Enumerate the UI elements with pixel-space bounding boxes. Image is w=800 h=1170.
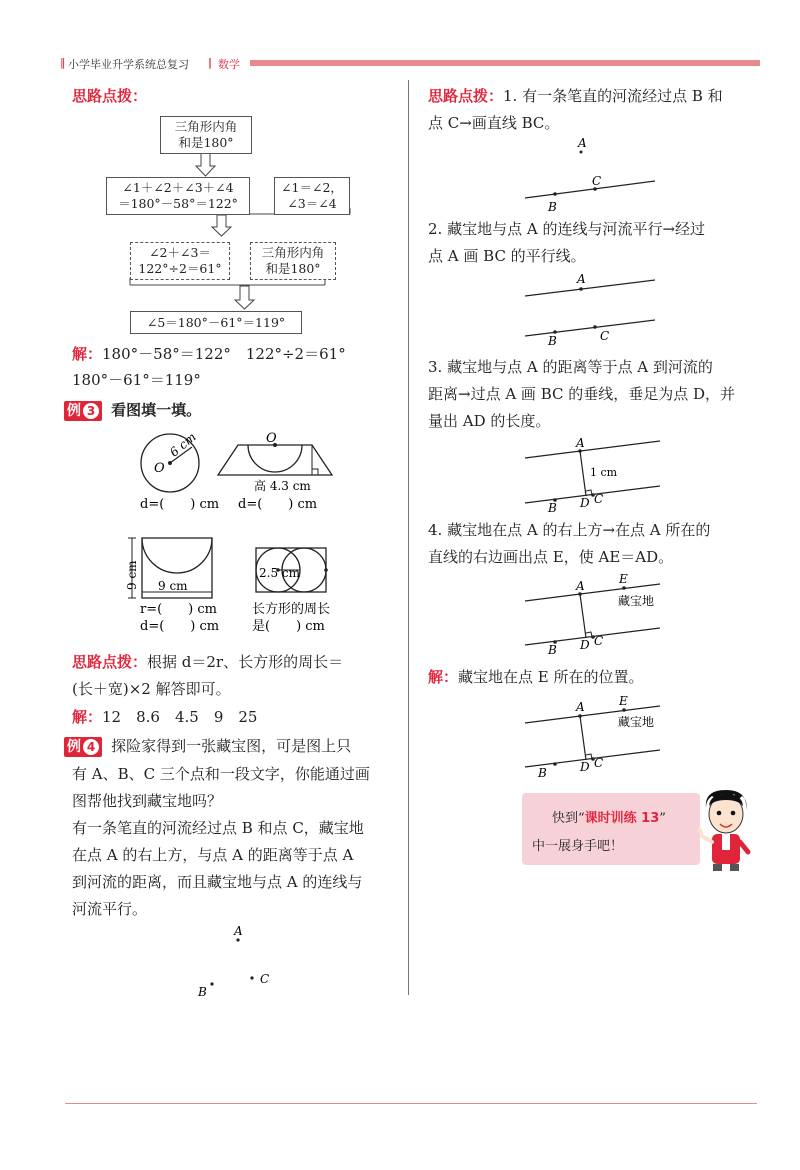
svg-text:藏宝地: 藏宝地 (618, 594, 655, 608)
semi-square-width-label: 9 cm (158, 579, 188, 593)
rectangle-blank-2: 是( ) cm (252, 619, 325, 634)
header (60, 56, 760, 72)
semi-square-d-blank: d=( ) cm (140, 619, 220, 634)
right-solution: 解：藏宝地在点 E 所在的位置。 (428, 668, 644, 686)
svg-text:B: B (538, 766, 547, 780)
svg-text:1 cm: 1 cm (590, 466, 618, 479)
point-a (236, 938, 239, 941)
example-4-line-1: 探险家得到一张藏宝图，可是图上只 (111, 737, 352, 755)
trapezoid-height-label: 高 4.3 cm (254, 479, 311, 493)
example-4-line-5: 在点 A 的右上方，与点 A 的距离等于点 A (72, 846, 354, 864)
point-a-label: A (234, 924, 243, 938)
svg-text:藏宝地: 藏宝地 (618, 715, 655, 729)
hint1-label: 思路点拨： (72, 87, 148, 105)
flow-box-6: ∠5＝180°－61°＝119° (130, 311, 302, 334)
point-b (210, 982, 213, 985)
example-3-title: 看图填一填。 (111, 401, 202, 419)
flow-arrow-3 (235, 286, 254, 309)
flow-arrow-2 (212, 215, 231, 236)
right-step-1: 思路点拨：1. 有一条笔直的河流经过点 B 和 (428, 87, 723, 105)
example-4-line-4: 有一条笔直的河流经过点 B 和点 C，藏宝地 (72, 819, 364, 837)
header-divider: | (208, 56, 213, 69)
svg-text:A: A (578, 136, 587, 150)
figure-trapezoid (218, 445, 332, 475)
step-4-figure (520, 570, 670, 655)
svg-text:C: C (594, 634, 604, 648)
svg-text:B: B (548, 643, 557, 655)
svg-text:A: A (576, 700, 585, 714)
semi-square-r-blank: r=( ) cm (140, 602, 217, 617)
right-step-3c: 量出 AD 的长度。 (428, 412, 551, 430)
point-c (250, 976, 253, 979)
svg-text:B: B (548, 334, 557, 345)
right-step-3b: 距离→过点 A 画 BC 的垂线，垂足为点 D，并 (428, 385, 736, 403)
hint-2: 思路点拨：根据 d＝2r、长方形的周长＝ (72, 653, 344, 671)
example-4-line-7: 河流平行。 (72, 900, 148, 918)
trapezoid-blank: d=( ) cm (238, 497, 318, 512)
circle-blank: d=( ) cm (140, 497, 220, 512)
svg-text:D: D (580, 638, 590, 652)
example-4-badge: 例 4 (64, 737, 102, 757)
point-c-label: C (260, 972, 270, 986)
step2-line-bc (525, 320, 655, 336)
promo-line-1: 快到“课时训练 13” (552, 811, 666, 826)
right-step-1b: 点 C→画直线 BC。 (428, 114, 560, 132)
circle-radius-label: 6 cm (167, 430, 199, 460)
svg-text:E: E (619, 694, 628, 708)
header-bar (250, 60, 760, 66)
svg-text:D: D (580, 496, 590, 510)
trapezoid-o-label: O (266, 431, 277, 446)
right-step-2: 2. 藏宝地与点 A 的连线与河流平行→经过 (428, 220, 706, 238)
rectangle-blank-1: 长方形的周长 (252, 602, 331, 617)
promo-line-2: 中一展身手吧！ (532, 839, 624, 854)
right-step-4: 4. 藏宝地在点 A 的右上方→在点 A 所在的 (428, 521, 711, 539)
circle-o-label: O (154, 461, 165, 476)
flow-box-1: 三角形内角 和是180° (160, 116, 252, 154)
column-divider (408, 80, 409, 995)
step2-line-a (525, 280, 655, 296)
flow-box-3: ∠1＝∠2， ∠3＝∠4 (274, 177, 350, 215)
flow-box-2: ∠1＋∠2＋∠3＋∠4 ＝180°－58°＝122° (106, 177, 250, 215)
rectangle-radius-label: 2.5 cm (259, 566, 300, 580)
example-4-heading (64, 734, 351, 759)
step-2-figure (520, 270, 670, 345)
step-3-figure (520, 435, 670, 515)
solution-2: 解：12 8.6 4.5 9 25 (72, 708, 258, 726)
promo-box (522, 793, 700, 865)
step1-point-a (580, 151, 583, 154)
svg-text:E: E (619, 572, 628, 586)
point-b-label: B (198, 985, 207, 999)
header-marker: ‖ (60, 56, 66, 69)
svg-text:C: C (592, 174, 602, 188)
hint-2-line2: (长＋宽)×2 解答即可。 (72, 680, 231, 698)
solution-1-line2: 180°－61°＝119° (72, 371, 201, 389)
right-step-4b: 直线的右边画出点 E，使 AE＝AD。 (428, 548, 674, 566)
example-4-line-6: 到河流的距离，而且藏宝地与点 A 的连线与 (72, 873, 363, 891)
cartoon-boy-icon (698, 786, 754, 872)
svg-text:D: D (580, 760, 590, 774)
svg-text:A: A (576, 436, 585, 450)
svg-text:B: B (548, 501, 557, 515)
right-step-2b: 点 A 画 BC 的平行线。 (428, 247, 586, 265)
trapezoid-semicircle (248, 445, 302, 472)
book-title: 小学毕业升学系统总复习 (68, 58, 189, 71)
solution-figure (520, 690, 670, 780)
svg-text:C: C (594, 492, 604, 506)
footer-line (65, 1103, 757, 1104)
example-4-line-3: 图帮他找到藏宝地吗？ (72, 792, 223, 810)
right-step-3: 3. 藏宝地与点 A 的距离等于点 A 到河流的 (428, 358, 713, 376)
svg-text:A: A (577, 272, 586, 286)
example-3-badge: 例 3 (64, 401, 102, 421)
svg-text:C: C (600, 329, 610, 343)
svg-text:C: C (594, 756, 604, 770)
example-3-figures (120, 430, 360, 640)
example-3-heading (64, 399, 201, 421)
semi-square-height-label: 9 cm (125, 560, 139, 590)
subject: 数学 (218, 58, 240, 71)
svg-text:A: A (576, 579, 585, 593)
semi-square-arc (142, 538, 212, 573)
flow-box-5: 三角形内角 和是180° (250, 242, 336, 280)
example-4-line-2: 有 A、B、C 三个点和一段文字，你能通过画 (72, 765, 370, 783)
example-4-points (190, 920, 290, 1000)
flow-box-4: ∠2＋∠3＝ 122°÷2＝61° (130, 242, 230, 280)
solution-1: 解：180°－58°＝122° 122°÷2＝61° (72, 345, 346, 363)
step1-line-bc (525, 181, 655, 198)
svg-text:B: B (548, 200, 557, 214)
step3-perpendicular (580, 451, 586, 496)
